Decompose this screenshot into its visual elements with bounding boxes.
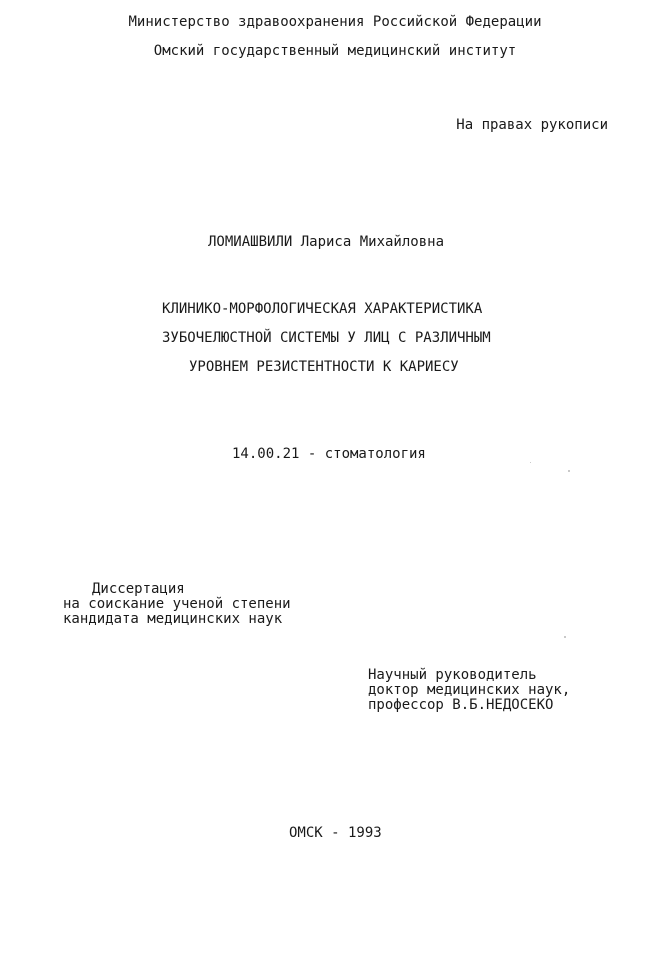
ministry-line: Министерство здравоохранения Российской Федерации bbox=[128, 14, 542, 30]
dissertation-line-2: на соискание ученой степени bbox=[63, 596, 291, 612]
city-year: ОМСК - 1993 bbox=[289, 825, 382, 841]
institute-line: Омский государственный медицинский институт bbox=[153, 43, 517, 59]
manuscript-note: На правах рукописи bbox=[456, 117, 608, 133]
title-line-2: ЗУБОЧЕЛЮСТНОЙ СИСТЕМЫ У ЛИЦ С РАЗЛИЧНЫМ bbox=[162, 330, 491, 346]
supervisor-line-3: профессор В.Б.НЕДОСЕКО bbox=[368, 697, 554, 713]
author-name: ЛОМИАШВИЛИ Лариса Михайловна bbox=[208, 234, 445, 250]
title-line-3: УРОВНЕМ РЕЗИСТЕНТНОСТИ К КАРИЕСУ bbox=[189, 359, 459, 375]
dissertation-line-1: Диссертация bbox=[92, 581, 185, 597]
specialty-code: 14.00.21 - стоматология bbox=[232, 446, 426, 462]
scan-speck bbox=[564, 636, 566, 638]
scan-speck bbox=[568, 470, 570, 472]
supervisor-line-1: Научный руководитель bbox=[368, 667, 537, 683]
supervisor-line-2: доктор медицинских наук, bbox=[368, 682, 571, 698]
title-line-1: КЛИНИКО-МОРФОЛОГИЧЕСКАЯ ХАРАКТЕРИСТИКА bbox=[162, 301, 483, 317]
dissertation-line-3: кандидата медицинских наук bbox=[63, 611, 283, 627]
scan-speck bbox=[530, 462, 531, 463]
